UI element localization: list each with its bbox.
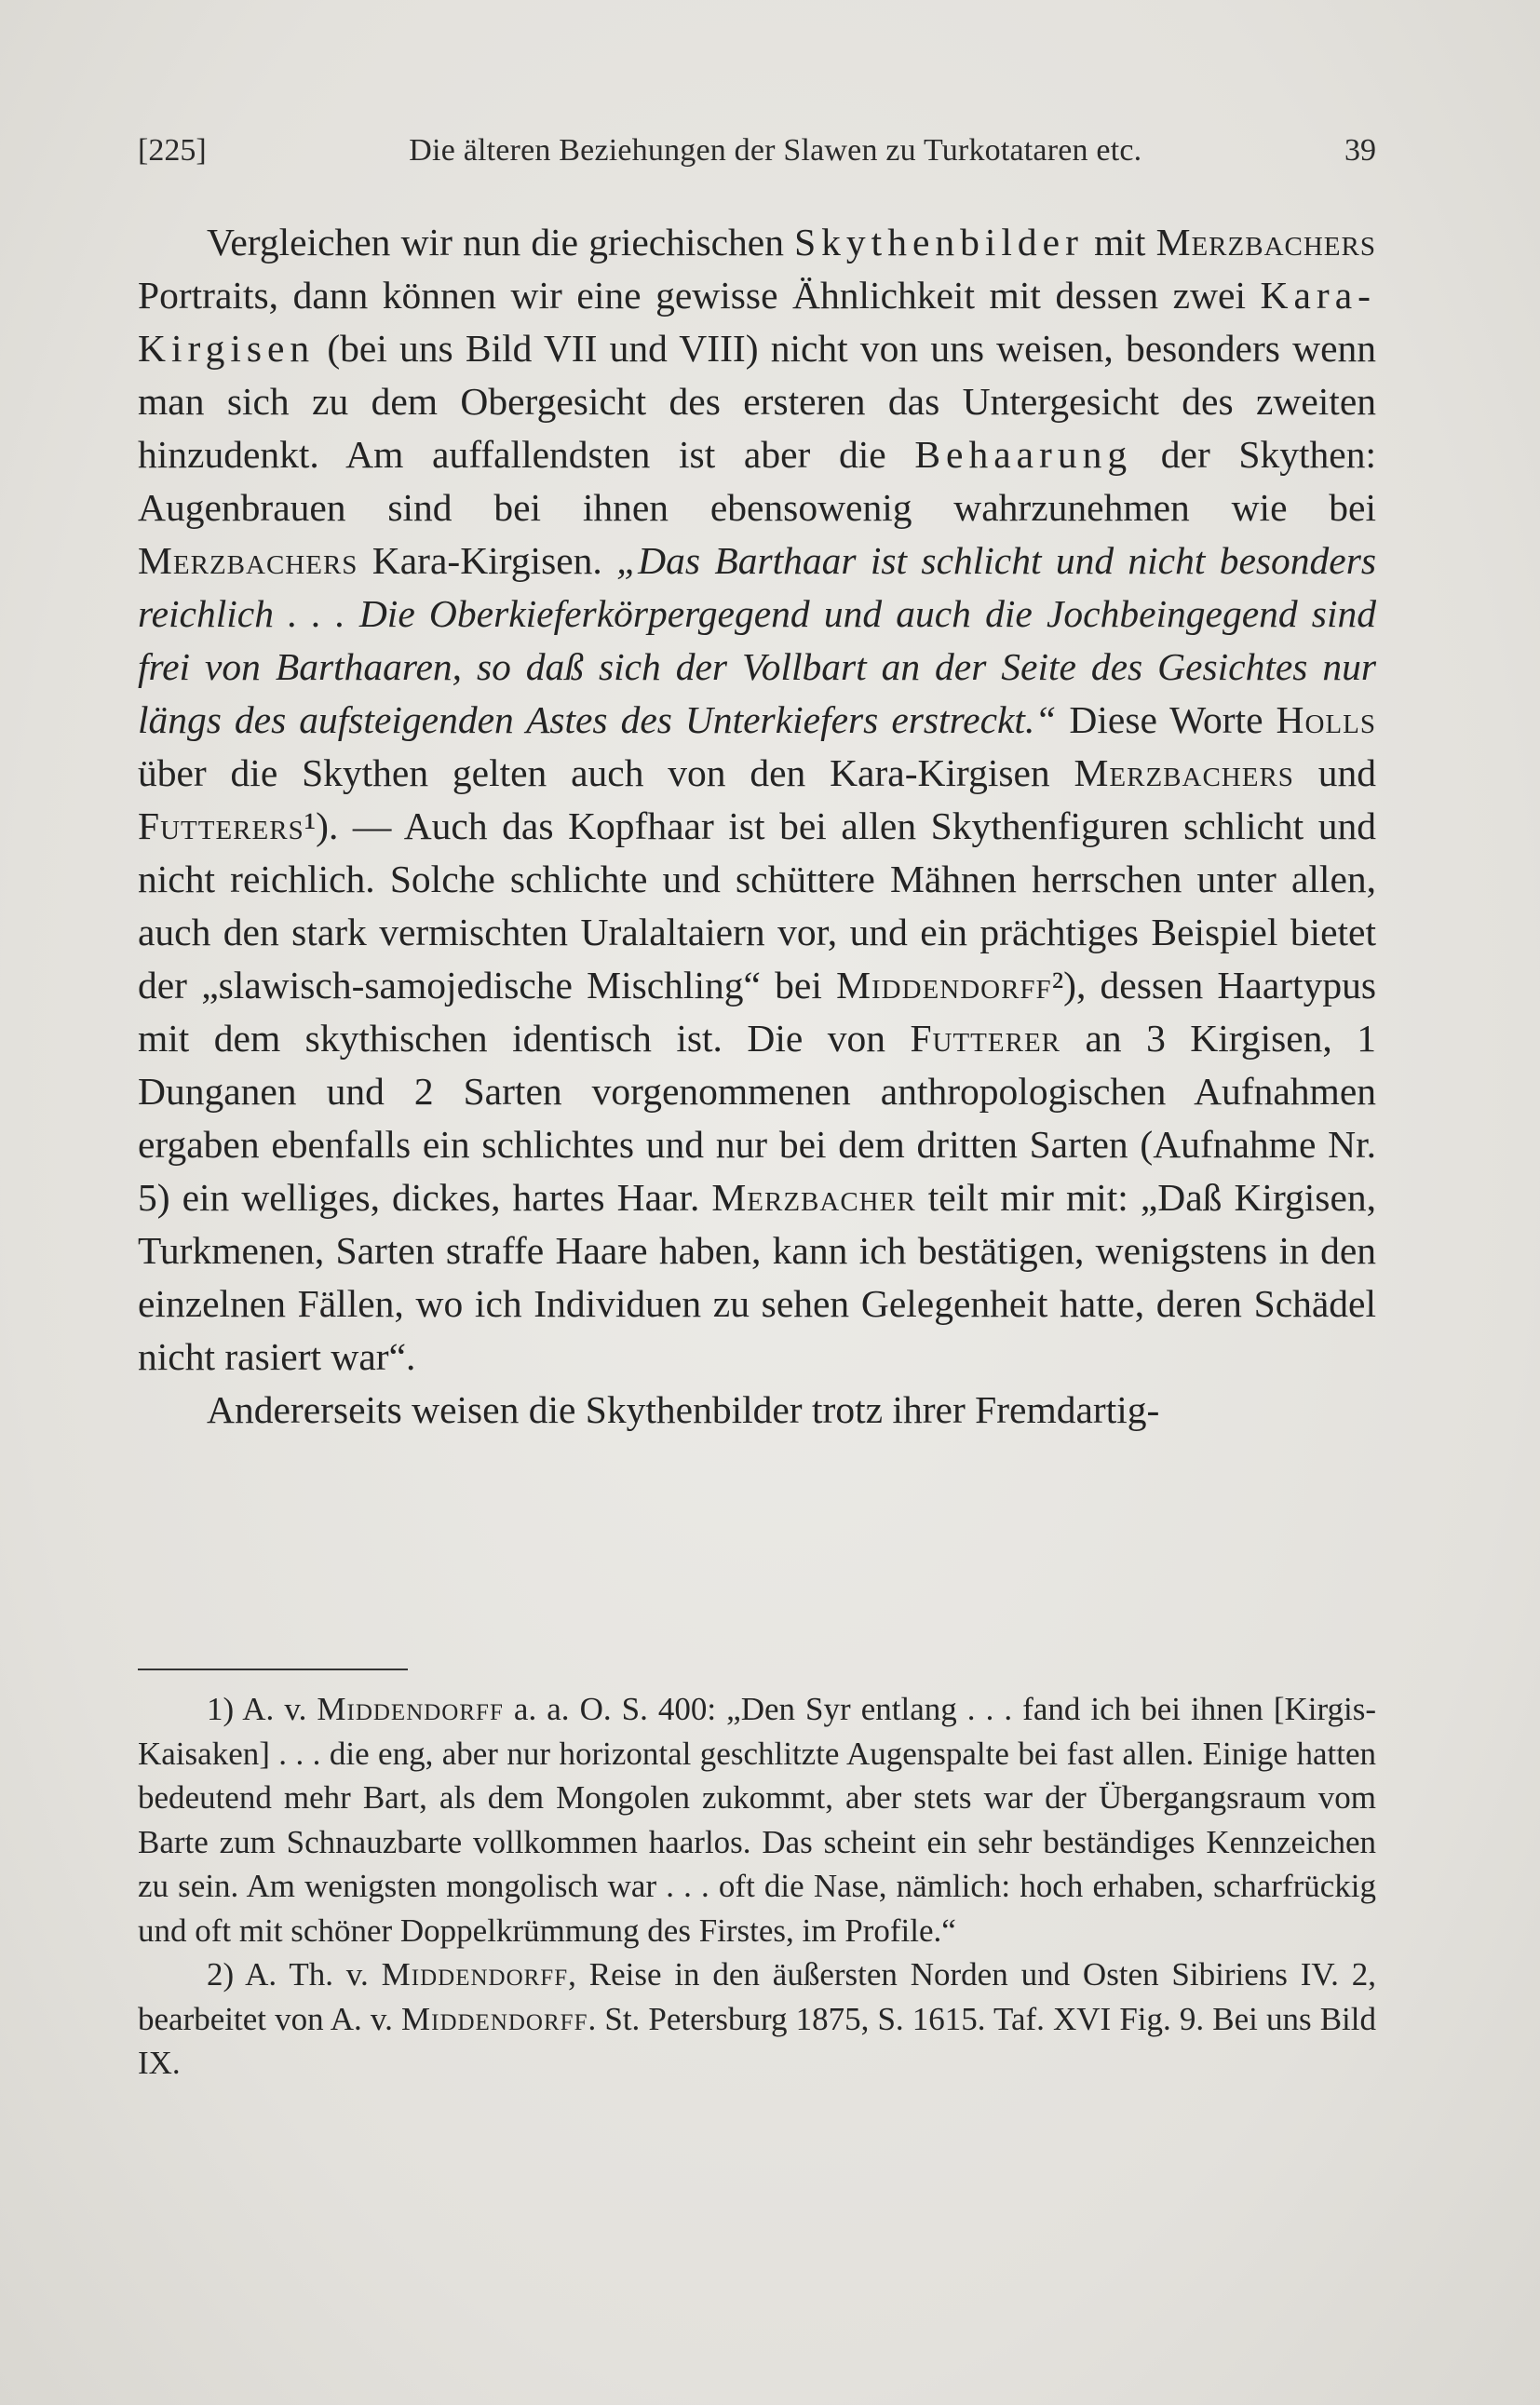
text-run: a. a. O. S. 400: „Den Syr entlang . . . fand ich bei ihnen [Kirgis-Kaisaken] . . . die eng, aber nur horizontal geschlitzte Augenspalte bei fast allen. Einige hatten bedeutend mehr Bart, als dem Mongolen zukommt, aber stets war der Übergangsraum vom Barte zum Schnauzbarte vollkommen haarlos. Das scheint ein sehr beständiges Kennzeichen zu sein. Am wenigsten mongolisch war . . . oft die Nase, nämlich: hoch erhaben, scharfrückig und oft mit schöner Doppelkrümmung des Firstes, im Profile.“ <box>138 1691 1376 1949</box>
text-run: ¹). — Auch das Kopfhaar ist bei allen Skythenfiguren schlicht und nicht reichlich. Solche schlichte und schüttere Mähnen herrschen unter allen, auch den stark vermischten Uralaltaiern vor, und ein prächtiges Beispiel bietet der „slawisch-samojedische Mischling“ bei <box>138 804 1376 1007</box>
text-run: ²), dessen Haartypus mit dem skythischen identisch ist. Die von <box>138 964 1376 1060</box>
paragraph-1 <box>138 216 1376 1384</box>
text-run: Kara-Kirgisen. <box>358 539 617 582</box>
footnote-divider <box>138 1669 408 1670</box>
main-text <box>138 216 1376 1437</box>
author-name: Middendorff <box>317 1691 504 1727</box>
running-header <box>138 133 1376 169</box>
paragraph-2: Andererseits weisen die Skythenbilder trotz ihrer Fremdartig- <box>207 1388 1160 1431</box>
author-name: Merzbachers <box>1074 751 1294 794</box>
text-run: teilt mir mit: „Daß Kirgisen, Turkmenen, Sarten straffe Haare haben, kann ich bestätigen, wenigstens in den einzelnen Fällen, wo ich Individuen zu sehen Gelegenheit hatte, deren Schädel nicht rasiert war“. <box>138 1176 1376 1378</box>
text-run: 2) A. Th. v. <box>207 1956 382 1993</box>
author-name: Middendorff <box>836 964 1052 1007</box>
text-run: an 3 Kirgisen, 1 Dunganen und 2 Sarten vorgenommenen anthropologischen Aufnahmen ergaben ebenfalls ein schlichtes und nur bei dem dritten Sarten (Aufnahme Nr. 5) ein welliges, dickes, hartes Haar. <box>138 1017 1377 1219</box>
text-run: , Reise in den äußersten Norden und Osten Sibiriens IV. 2, bearbeitet von A. v. <box>138 1956 1376 2037</box>
header-ref: [225] <box>138 133 207 168</box>
author-name: Futterer <box>910 1017 1061 1060</box>
spaced-term: Skythenbilder <box>794 221 1084 263</box>
text-run: Portraits, dann können wir eine gewisse Ähnlichkeit mit dessen zwei <box>138 274 1261 317</box>
text-run: und <box>1293 751 1376 794</box>
text-run: mit <box>1083 221 1156 263</box>
author-name: Middendorff <box>381 1956 569 1993</box>
footnote-1 <box>138 1687 1376 1952</box>
text-run: Diese Worte <box>1056 698 1277 741</box>
italic-quote: „Das Barthaar ist schlicht und nicht besonders reichlich . . . Die Oberkieferkörpergegend und auch die Jochbeingegend sind frei von Barthaaren, so daß sich der Vollbart an der Seite des Gesichtes nur längs des aufsteigenden Astes des Unterkiefers erstreckt.“ <box>138 539 1376 741</box>
text-run: 1) A. v. <box>207 1691 317 1727</box>
author-name: Merzbachers <box>138 539 358 582</box>
text-run: Vergleichen wir nun die griechischen <box>207 221 795 263</box>
text-run: . St. Petersburg 1875, S. 1615. Taf. XVI Fig. 9. Bei uns Bild IX. <box>138 2000 1376 2081</box>
text-run: (bei uns Bild VII und VIII) nicht von uns weisen, besonders wenn man sich zu dem Obergesicht des ersteren das Untergesicht des zweiten hinzudenkt. Am auffallendsten ist aber die <box>138 327 1376 476</box>
footnotes <box>138 1687 1376 2086</box>
text-run: über die Skythen gelten auch von den Kara-Kirgisen <box>138 751 1074 794</box>
header-title: Die älteren Beziehungen der Slawen zu Turkotataren etc. <box>409 133 1142 168</box>
page-number: 39 <box>1344 133 1376 168</box>
author-name: Merzbachers <box>1155 221 1376 263</box>
author-name: Merzbacher <box>711 1176 916 1219</box>
spaced-term: Kara-Kirgisen <box>138 274 1376 370</box>
footnote-2 <box>138 1952 1376 2086</box>
author-name: Futterers <box>138 804 304 847</box>
author-name: Middendorff <box>401 2000 588 2037</box>
author-name: Holls <box>1276 698 1376 741</box>
spaced-term: Behaarung <box>914 433 1133 476</box>
text-run: der Skythen: Augenbrauen sind bei ihnen ebensowenig wahrzunehmen wie bei <box>138 433 1376 529</box>
